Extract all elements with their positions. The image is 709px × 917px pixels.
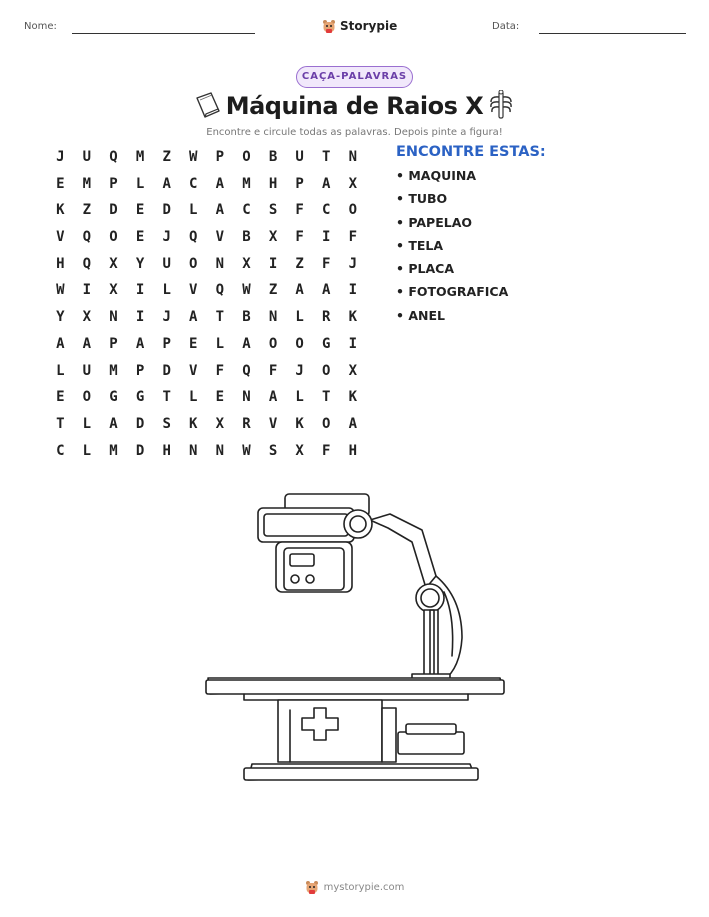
storypie-logo-icon <box>305 880 319 895</box>
grid-letter[interactable]: M <box>109 442 118 459</box>
grid-letter[interactable]: X <box>109 282 118 299</box>
grid-letter[interactable]: T <box>162 389 171 406</box>
grid-letter[interactable]: A <box>322 175 331 192</box>
grid-letter[interactable]: W <box>189 149 198 165</box>
grid-letter[interactable]: K <box>295 415 304 432</box>
grid-letter[interactable]: I <box>135 309 145 326</box>
grid-letter[interactable]: I <box>322 229 331 246</box>
grid-letter[interactable]: L <box>295 309 304 326</box>
grid-letter[interactable]: N <box>109 309 118 326</box>
grid-letter[interactable]: D <box>135 442 145 459</box>
grid-letter[interactable]: Q <box>189 229 198 246</box>
grid-letter[interactable]: X <box>82 309 92 326</box>
grid-letter[interactable]: G <box>109 389 118 406</box>
grid-letter[interactable]: Y <box>56 309 65 326</box>
brand-name: Storypie <box>340 19 398 33</box>
grid-row <box>47 441 366 468</box>
grid-row <box>47 307 366 334</box>
grid-letter[interactable]: X <box>268 229 278 246</box>
grid-row <box>47 174 366 201</box>
word-item: • FOTOGRAFICA <box>396 284 509 300</box>
grid-letter[interactable]: A <box>295 282 304 299</box>
grid-letter[interactable]: E <box>135 202 145 219</box>
grid-letter[interactable]: C <box>189 175 198 192</box>
word-item: • MAQUINA <box>396 168 477 183</box>
grid-letter[interactable]: N <box>348 149 358 165</box>
grid-letter[interactable]: O <box>242 149 251 165</box>
grid-letter[interactable]: J <box>295 362 304 379</box>
grid-row <box>47 200 366 227</box>
grid-letter[interactable]: Q <box>242 362 251 379</box>
grid-letter[interactable]: E <box>215 389 225 406</box>
grid-letter[interactable]: C <box>242 202 251 219</box>
grid-letter[interactable]: A <box>322 282 331 299</box>
grid-letter[interactable]: K <box>189 415 198 432</box>
grid-letter[interactable]: Y <box>135 255 145 272</box>
grid-letter[interactable]: N <box>268 309 278 326</box>
grid-letter[interactable]: T <box>322 149 331 165</box>
grid-letter[interactable]: A <box>135 335 145 352</box>
grid-letter[interactable]: K <box>56 202 65 219</box>
grid-letter[interactable]: M <box>135 149 145 165</box>
grid-letter[interactable]: F <box>322 255 331 272</box>
grid-letter[interactable]: O <box>348 202 358 219</box>
storypie-logo-icon <box>322 19 336 34</box>
instructions: Encontre e circule todas as palavras. Depois pinte a figura! <box>206 127 503 138</box>
grid-letter[interactable]: I <box>268 255 278 272</box>
grid-letter[interactable]: B <box>242 229 251 246</box>
grid-letter[interactable]: S <box>268 442 278 459</box>
grid-letter[interactable]: K <box>348 389 358 406</box>
grid-letter[interactable]: L <box>189 202 198 219</box>
grid-letter[interactable]: Q <box>109 149 118 165</box>
grid-letter[interactable]: P <box>295 175 304 192</box>
grid-letter[interactable]: U <box>162 255 171 272</box>
grid-letter[interactable]: H <box>56 255 65 272</box>
grid-letter[interactable]: A <box>242 335 251 352</box>
grid-letter[interactable]: L <box>82 415 92 432</box>
word-item: • ANEL <box>396 307 445 323</box>
x-ray-machine-illustration <box>200 488 510 788</box>
grid-letter[interactable]: P <box>162 335 171 352</box>
grid-letter[interactable]: P <box>109 175 118 192</box>
grid-letter[interactable]: F <box>215 362 225 379</box>
grid-letter[interactable]: E <box>189 335 198 352</box>
grid-letter[interactable]: Q <box>82 229 92 246</box>
grid-letter[interactable]: W <box>242 442 251 459</box>
grid-letter[interactable]: X <box>109 255 118 272</box>
grid-letter[interactable]: A <box>348 415 358 432</box>
grid-letter[interactable]: V <box>189 362 198 379</box>
grid-letter[interactable]: H <box>268 175 278 192</box>
word-item: • PLACA <box>396 261 454 277</box>
header-bar <box>0 16 709 40</box>
grid-letter[interactable]: M <box>109 362 118 379</box>
grid-letter[interactable]: P <box>135 362 145 379</box>
words-panel-title: ENCONTRE ESTAS: <box>396 144 546 160</box>
grid-letter[interactable]: R <box>242 415 251 432</box>
grid-letter[interactable]: E <box>135 229 145 246</box>
grid-letter[interactable]: E <box>56 389 65 406</box>
grid-letter[interactable]: Q <box>215 282 225 299</box>
ribcage-icon <box>487 90 515 120</box>
word-item: • TUBO <box>396 191 448 207</box>
grid-letter[interactable]: T <box>322 389 331 406</box>
grid-letter[interactable]: N <box>242 389 251 406</box>
grid-letter[interactable]: V <box>56 229 65 246</box>
footer <box>0 880 709 895</box>
grid-letter[interactable]: O <box>268 335 278 352</box>
grid-letter[interactable]: X <box>242 255 251 272</box>
word-list <box>396 168 546 331</box>
grid-letter[interactable]: D <box>109 202 118 219</box>
grid-letter[interactable]: F <box>295 229 304 246</box>
grid-letter[interactable]: F <box>348 229 358 246</box>
title-row <box>0 88 709 126</box>
word-item: • PAPELAO <box>396 214 472 230</box>
grid-letter[interactable]: K <box>348 309 358 326</box>
grid-letter[interactable]: N <box>189 442 198 459</box>
grid-letter[interactable]: F <box>322 442 331 459</box>
grid-letter[interactable]: E <box>56 175 65 192</box>
grid-letter[interactable]: W <box>242 282 251 299</box>
grid-row <box>47 254 366 281</box>
grid-letter[interactable]: S <box>268 202 278 219</box>
brand <box>322 16 397 36</box>
grid-letter[interactable]: A <box>268 389 278 406</box>
grid-letter[interactable]: D <box>162 202 171 219</box>
grid-letter[interactable]: F <box>268 362 278 379</box>
grid-letter[interactable]: N <box>215 255 225 272</box>
grid-letter[interactable]: Q <box>82 255 92 272</box>
grid-letter[interactable]: Z <box>82 202 92 219</box>
date-label: Data: <box>492 21 520 32</box>
grid-letter[interactable]: G <box>322 335 331 352</box>
grid-letter[interactable]: A <box>56 335 65 352</box>
grid-letter[interactable]: O <box>189 255 198 272</box>
grid-letter[interactable]: A <box>162 175 171 192</box>
grid-letter[interactable]: Z <box>295 255 304 272</box>
grid-letter[interactable]: J <box>56 149 65 165</box>
grid-row <box>47 280 366 307</box>
grid-letter[interactable]: O <box>322 415 331 432</box>
category-badge: CAÇA-PALAVRAS <box>296 66 413 88</box>
grid-letter[interactable]: Z <box>162 149 171 165</box>
grid-letter[interactable]: D <box>162 362 171 379</box>
grid-letter[interactable]: X <box>295 442 304 459</box>
grid-letter[interactable]: B <box>242 309 251 326</box>
name-label: Nome: <box>24 21 57 32</box>
grid-letter[interactable]: L <box>82 442 92 459</box>
grid-letter[interactable]: C <box>56 442 65 459</box>
grid-letter[interactable]: Z <box>268 282 278 299</box>
grid-letter[interactable]: T <box>215 309 225 326</box>
grid-row <box>47 387 366 414</box>
grid-letter[interactable]: A <box>215 202 225 219</box>
grid-letter[interactable]: V <box>268 415 278 432</box>
grid-letter[interactable]: V <box>215 229 225 246</box>
page-title: Máquina de Raios X <box>225 92 484 120</box>
grid-letter[interactable]: S <box>162 415 171 432</box>
grid-letter[interactable]: O <box>322 362 331 379</box>
grid-letter[interactable]: I <box>348 335 358 352</box>
grid-letter[interactable]: I <box>135 282 145 299</box>
grid-letter[interactable]: I <box>348 282 358 299</box>
grid-letter[interactable]: A <box>215 175 225 192</box>
grid-letter[interactable]: M <box>242 175 251 192</box>
grid-letter[interactable]: O <box>109 229 118 246</box>
grid-letter[interactable]: A <box>109 415 118 432</box>
grid-letter[interactable]: U <box>82 149 92 165</box>
grid-letter[interactable]: O <box>82 389 92 406</box>
grid-letter[interactable]: I <box>82 282 92 299</box>
grid-letter[interactable]: G <box>135 389 145 406</box>
grid-letter[interactable]: D <box>135 415 145 432</box>
grid-letter[interactable]: J <box>348 255 358 272</box>
footer-link[interactable]: mystorypie.com <box>323 882 405 893</box>
grid-letter[interactable]: A <box>189 309 198 326</box>
grid-row <box>47 227 366 254</box>
grid-letter[interactable]: P <box>109 335 118 352</box>
grid-letter[interactable]: J <box>162 229 171 246</box>
word-search-grid[interactable] <box>47 147 366 467</box>
grid-letter[interactable]: J <box>162 309 171 326</box>
grid-row <box>47 361 366 388</box>
words-panel <box>396 144 546 331</box>
grid-letter[interactable]: V <box>189 282 198 299</box>
grid-row <box>47 334 366 361</box>
date-line[interactable] <box>539 33 686 34</box>
grid-letter[interactable]: H <box>162 442 171 459</box>
grid-letter[interactable]: O <box>295 335 304 352</box>
grid-letter[interactable]: L <box>189 389 198 406</box>
name-line[interactable] <box>72 33 255 34</box>
grid-letter[interactable]: U <box>295 149 304 165</box>
grid-letter[interactable]: C <box>322 202 331 219</box>
grid-letter[interactable]: U <box>82 362 92 379</box>
word-item: • TELA <box>396 237 444 253</box>
grid-letter[interactable]: H <box>348 442 358 459</box>
grid-letter[interactable]: L <box>162 282 171 299</box>
grid-letter[interactable]: R <box>322 309 331 326</box>
grid-letter[interactable]: L <box>135 175 145 192</box>
grid-row <box>47 414 366 441</box>
grid-letter[interactable]: P <box>215 149 225 165</box>
grid-letter[interactable]: F <box>295 202 304 219</box>
grid-letter[interactable]: L <box>215 335 225 352</box>
grid-letter[interactable]: W <box>56 282 65 299</box>
grid-letter[interactable]: X <box>348 362 358 379</box>
grid-letter[interactable]: L <box>295 389 304 406</box>
grid-letter[interactable]: N <box>215 442 225 459</box>
grid-letter[interactable]: X <box>348 175 358 192</box>
grid-letter[interactable]: L <box>56 362 65 379</box>
grid-letter[interactable]: T <box>56 415 65 432</box>
grid-letter[interactable]: B <box>268 149 278 165</box>
grid-letter[interactable]: X <box>215 415 225 432</box>
grid-letter[interactable]: M <box>82 175 92 192</box>
grid-letter[interactable]: A <box>82 335 92 352</box>
grid-row <box>47 147 366 174</box>
